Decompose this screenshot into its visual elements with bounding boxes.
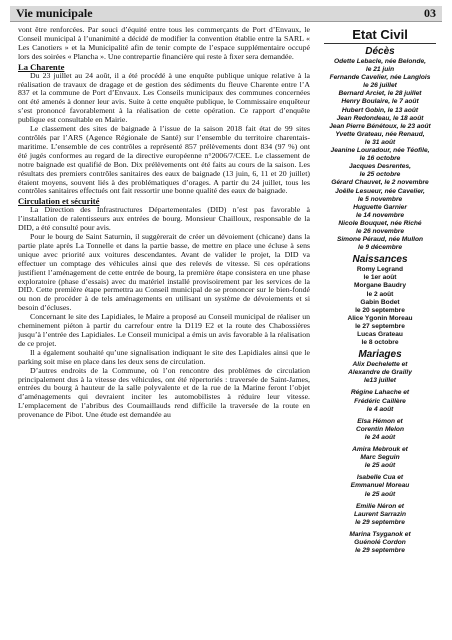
naissance-entry-name: Lucas Grateau	[357, 331, 403, 338]
body-paragraph: Pour le bourg de Saint Saturnin, il suggèrerait de créer un dévoiement (chicane) dans la partie plate après La Tonnelle et dans la partie basse, de mettre en place une écluse à sens unique avec priorité aux voitures descendantes. Avant de valider le projet, la DID va effectuer un comptage des véhicules ainsi que des relevés de vitesse. Si ces opérations justifient l’aménagement de cette entrée de bourg, la première étape consistera en une phase exploratoire (phase d’essais) avec du matériel installé provisoirement par les services de la DID. Cette première étape permettra au Conseil municipal de se prononcer sur le bien-fondé ou non de procéder à de tels aménagements en utilisant un système de dévoiements et si besoin d’écluses.	[18, 232, 310, 313]
section-title: Vie municipale	[16, 6, 93, 20]
deces-entry-name: Gérard Chauvet, le 2 novembre	[331, 179, 429, 187]
mariage-entry-line: Amira Mebrouk et	[352, 446, 408, 454]
deces-entry-name: Odette Lebacle, née Belonde,	[334, 58, 426, 65]
mariage-entry-line: le 29 septembre	[355, 518, 405, 526]
mariage-entry-line: Isabelle Cua et	[356, 474, 404, 482]
deces-entry-name: Jeanine Louradour, née Téofile,	[330, 147, 430, 155]
mariage-entry-line: Frédéric Caillère	[354, 397, 406, 405]
deces-entry-date: le 5 novembre	[357, 195, 403, 203]
deces-entry-name: Jean Redondeau, le 18 août	[336, 114, 424, 122]
deces-title: Décès	[365, 46, 395, 57]
mariage-entry-line: le 25 août	[364, 490, 396, 498]
mariage-entry-line: le 4 août	[366, 405, 394, 413]
etat-civil-divider	[324, 43, 436, 44]
deces-entry-name: Yvette Grateau, née Renaud,	[335, 130, 425, 138]
body-paragraph: La Direction des Infrastructures Départementales (DID) n’est pas favorable à l’installation de ralentisseurs aux entrées de bourg. Monsieur Chailloux, responsable de la DID, a été consulté pour avis.	[18, 205, 310, 233]
deces-entry-name: Nicole Bouquet, née Riché	[338, 219, 422, 227]
mariage-entry-line: Marc Seguin	[360, 454, 400, 462]
mariages-title: Mariages	[358, 349, 402, 361]
deces-entry-name: Fernande Cavelier, née Langlois	[329, 74, 431, 82]
deces-list	[316, 58, 444, 252]
naissances-title: Naissances	[352, 254, 408, 266]
mariage-entry-line: le 24 août	[364, 433, 396, 441]
mariage-entry-line: Régine Lahache et	[350, 389, 410, 397]
body-paragraph: Concernant le site des Lapidiales, le Maire a proposé au Conseil municipal de réaliser un cheminement piéton à partir du carrefour entre la D119 E2 et la route des Chabossières jusqu’à l’entrée des Lapidiales. Le Conseil municipal a émis un avis favorable à la réalisation de ce projet.	[18, 312, 310, 348]
deces-entry-name: Jean Pierre Bénétoux, le 23 août	[329, 122, 431, 130]
body-paragraph: D’autres endroits de la Commune, où l’on rencontre des problèmes de circulation principalement dus à la vitesse des véhicules, ont été répertoriés : traversée de Saint-James, entrées du bourg à hauteur de la salle polyvalente et de la rue de la Marine feront l’objet d’aménagements qui devraient inciter les automobilistes à réduire leur vitesse. L’emplacement de l’abribus des Coumaillauds rend difficile la traversée de la route en provenance de Pibot. Une étude est demandée au	[18, 365, 310, 420]
naissance-entry-date: le 1er août	[363, 274, 397, 282]
mariage-entry-line: Laurent Sarrazin	[353, 510, 407, 518]
naissances-list	[316, 266, 444, 347]
mariage-entry-line: Alix Dechelette et	[352, 361, 408, 369]
naissance-entry-name: Alice Ygonin Moreau	[347, 314, 413, 322]
mariage-entry-line: Guénolé Cordon	[354, 538, 406, 546]
deces-entry-name: Joëlle Lesueur, née Cavelier,	[335, 187, 425, 195]
mariage-entry-line: le 25 août	[364, 462, 396, 470]
body-paragraph: Du 23 juillet au 24 août, il a été procédé à une enquête publique unique relative à la réalisation de travaux de dragage et de gestion des sédiments du fleuve Charente entre l’A 837 et la commune de Port d’Envaux. Les Conseils municipaux des communes concernées ont été amenés à donner leur avis. Suite à cette enquête publique, le Commissaire enquêteur s’est prononcé favorablement à la réalisation de cette opération. Ce rapport d’enquête publique est consultable en Mairie.	[18, 70, 310, 125]
mariages-list	[316, 361, 444, 555]
body-paragraph: Le classement des sites de baignade à l’issue de la saison 2018 fait état de 99 sites contrôlés par l’ARS (Agence Régionale de Santé) sur l’ensemble du territoire charentais-maritime. L’ensemble de ces contrôles a représenté 857 prélèvements dont 834 (97 %) ont été jugés conformes au regard de la directive européenne n°2006/7/CEE. Le classement de notre baignade est qualifié de Bon. Dix prélèvements ont été faits au cours de la saison. Les résultats des premiers contrôles sanitaires des eaux de baignade (13 juin, 6, 11 et 20 juillet) étaient moyens, souvent liés à des problématiques d’orages. A partir du 24 juillet, tous les contrôles sanitaires effectués ont fait ressortir une bonne qualité des eaux de baignade.	[18, 124, 310, 196]
page-header	[10, 6, 442, 22]
deces-entry-name: Jacques Desrentes,	[349, 163, 411, 171]
mariage-entry-line: Emmanuel Moreau	[350, 482, 410, 490]
naissance-entry-date: le 2 août	[366, 290, 394, 298]
deces-entry-date: le 16 octobre	[359, 155, 401, 163]
body-paragraph: vont être renforcées. Par souci d’équité entre tous les commerçants de Port d’Envaux, le Conseil municipal à l’unanimité a décidé de modifier la convention établie entre la SARL « Les Canotiers » et la Municipalité afin de tenir compte de l’espace supplémentaire occupé lors des soirées « Plancha ». Une contrepartie financière qui reste à fixer sera demandée.	[18, 26, 310, 61]
mariage-entry-line: Corentin Melon	[356, 425, 404, 433]
mariage-entry-line: le13 juillet	[364, 377, 396, 385]
deces-entry-name: Simone Péraud, née Mullon	[336, 236, 424, 244]
deces-entry-date: le 21 juin	[365, 66, 395, 74]
deces-entry-date: le 26 juillet	[363, 82, 397, 90]
section-heading: La Charente	[18, 61, 65, 72]
deces-entry-name: Bernard Arciet, le 28 juillet	[338, 90, 422, 98]
deces-entry-date: le 14 novembre	[355, 211, 404, 219]
page-number: 03	[424, 6, 436, 20]
naissance-entry-date: le 8 octobre	[361, 339, 399, 347]
mariage-entry-line: Alexandre de Grailly	[348, 369, 412, 377]
mariage-entry-line: Elsa Hémon et	[357, 417, 403, 425]
deces-entry-date: le 25 octobre	[359, 171, 401, 179]
deces-entry-name: Huguette Garnier	[353, 203, 407, 211]
deces-entry-date: le 26 novembre	[355, 227, 404, 235]
naissance-entry-name: Gabin Bodet	[360, 298, 400, 306]
naissance-entry-name: Romy Legrand	[356, 266, 404, 274]
main-article-column	[18, 26, 310, 632]
mariage-entry-line: le 29 septembre	[355, 547, 405, 555]
deces-entry-date: le 9 décembre	[358, 244, 402, 252]
naissance-entry-name: Morgane Baudry	[353, 282, 407, 290]
deces-entry-name: Henry Boulaire, le 7 août	[341, 98, 419, 106]
deces-entry-name: Hubert Gobin, le 13 août	[341, 106, 419, 114]
mariage-entry-line: Marina Tsyganok et	[349, 530, 411, 538]
naissance-entry-date: le 27 septembre	[355, 322, 405, 330]
mariage-entry-line: Emilie Néron et	[355, 502, 404, 510]
body-paragraph: Il a également souhaité qu’une signalisation indiquant le site des Lapidiales ainsi que le parking soit mise en place dans les deux sens de circulation.	[18, 347, 310, 366]
deces-entry-date: le 31 août	[364, 138, 396, 146]
etat-civil-column	[316, 26, 444, 632]
section-heading: Circulation et sécurité	[18, 196, 100, 207]
naissance-entry-date: le 20 septembre	[355, 306, 405, 314]
etat-civil-title: Etat Civil	[352, 27, 408, 42]
